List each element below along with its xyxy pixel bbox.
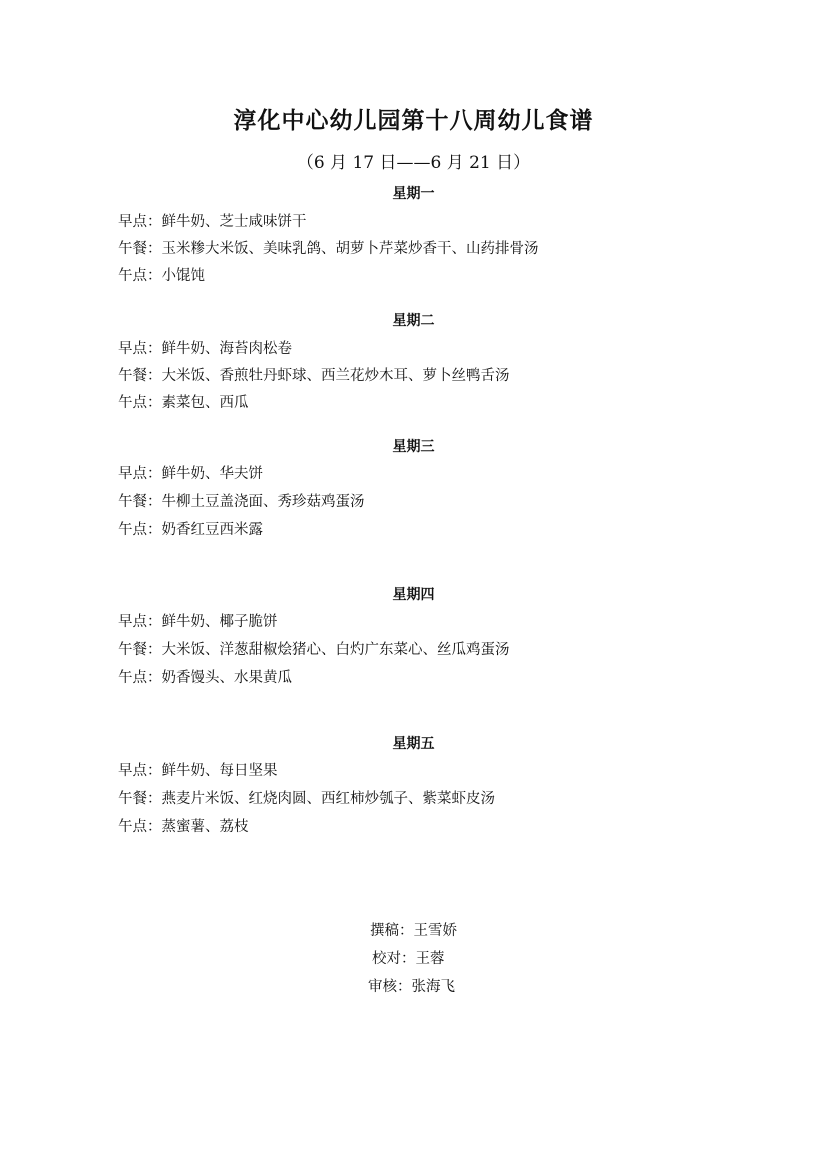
lunch-wednesday: 午餐：牛柳土豆盖浇面、秀珍菇鸡蛋汤 (118, 494, 365, 510)
credit-author: 撰稿：王雪娇 (370, 923, 457, 939)
breakfast-monday: 早点：鲜牛奶、芝士咸味饼干 (118, 214, 307, 230)
snack-tuesday: 午点：素菜包、西瓜 (118, 395, 249, 411)
day-heading-tuesday: 星期二 (392, 313, 435, 329)
credit-proofreader: 校对：王蓉 (372, 951, 445, 967)
date-range: （6 月 17 日——6 月 21 日） (296, 153, 531, 173)
breakfast-thursday: 早点：鲜牛奶、椰子脆饼 (118, 614, 278, 630)
lunch-monday: 午餐：玉米糁大米饭、美味乳鸽、胡萝卜芹菜炒香干、山药排骨汤 (118, 241, 539, 257)
breakfast-friday: 早点：鲜牛奶、每日坚果 (118, 763, 278, 779)
lunch-thursday: 午餐：大米饭、洋葱甜椒烩猪心、白灼广东菜心、丝瓜鸡蛋汤 (118, 642, 510, 658)
credit-reviewer: 审核：张海飞 (368, 979, 455, 995)
day-heading-friday: 星期五 (392, 736, 435, 752)
day-heading-monday: 星期一 (392, 186, 435, 202)
snack-wednesday: 午点：奶香红豆西米露 (118, 522, 263, 538)
breakfast-wednesday: 早点：鲜牛奶、华夫饼 (118, 466, 263, 482)
lunch-friday: 午餐：燕麦片米饭、红烧肉圆、西红柿炒瓠子、紫菜虾皮汤 (118, 791, 495, 807)
snack-monday: 午点：小馄饨 (118, 268, 205, 284)
document-title: 淳化中心幼儿园第十八周幼儿食谱 (233, 107, 594, 134)
lunch-tuesday: 午餐：大米饭、香煎牡丹虾球、西兰花炒木耳、萝卜丝鸭舌汤 (118, 368, 510, 384)
breakfast-tuesday: 早点：鲜牛奶、海苔肉松卷 (118, 341, 292, 357)
day-heading-wednesday: 星期三 (392, 439, 435, 455)
snack-friday: 午点：蒸蜜薯、荔枝 (118, 819, 249, 835)
day-heading-thursday: 星期四 (392, 587, 435, 603)
snack-thursday: 午点：奶香馒头、水果黄瓜 (118, 670, 292, 686)
